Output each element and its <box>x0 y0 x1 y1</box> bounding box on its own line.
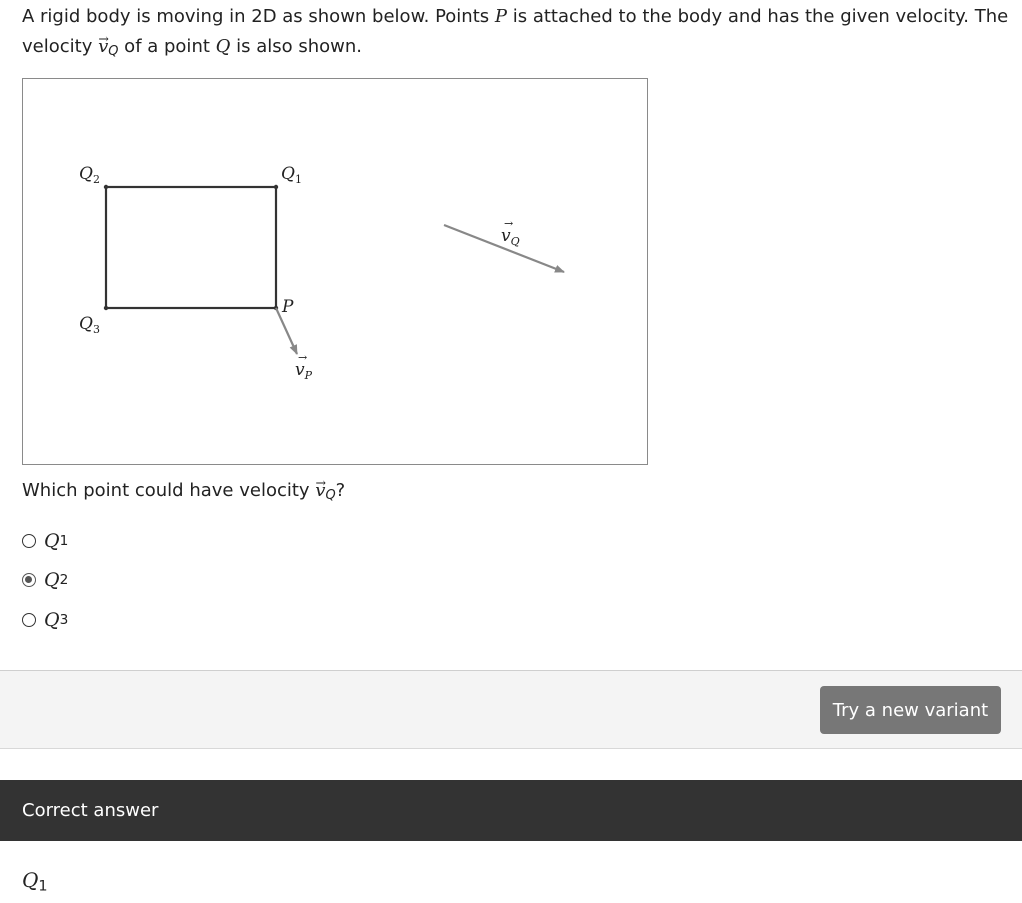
rigid-body-rectangle <box>106 187 276 308</box>
point-p-symbol: P <box>494 6 507 27</box>
label-q1: $Q_1$ <box>281 164 302 186</box>
question-vq-symbol: → v <box>315 476 325 506</box>
new-variant-button[interactable]: Try a new variant <box>820 686 1001 734</box>
corner-q2-dot <box>104 185 108 189</box>
point-q-symbol: Q <box>215 36 231 57</box>
question-vq-subscript: Q <box>325 488 336 504</box>
label-vp: $v_P$ <box>295 360 313 382</box>
corner-q1-dot <box>274 185 278 189</box>
radio-q2[interactable] <box>22 573 36 587</box>
option-q2[interactable]: Q 2 <box>22 567 68 593</box>
rigid-body-figure <box>22 78 648 465</box>
vq-symbol: → v <box>98 32 108 62</box>
label-p: P <box>282 297 294 317</box>
correct-answer-header: Correct answer <box>0 780 1022 841</box>
label-vq: $v_Q$ <box>501 226 520 248</box>
correct-answer-value: Q1 <box>22 868 48 895</box>
label-q2: $Q_2$ <box>79 164 100 186</box>
radio-q3[interactable] <box>22 613 36 627</box>
figure-canvas <box>23 79 647 464</box>
option-q3[interactable]: Q 3 <box>22 607 68 633</box>
vq-subscript: Q <box>108 44 119 60</box>
radio-q1[interactable] <box>22 534 36 548</box>
label-q3: $Q_3$ <box>79 314 100 336</box>
corner-q3-dot <box>104 306 108 310</box>
prompt-text-3: of a point <box>118 36 216 57</box>
prompt-text-1: A rigid body is moving in 2D as shown below. Points <box>22 6 495 27</box>
action-bar <box>0 670 1022 749</box>
label-vq-arrow: → <box>504 217 514 230</box>
question-prompt <box>22 2 1012 67</box>
option-q1[interactable]: Q 1 <box>22 528 68 554</box>
label-vp-arrow: → <box>298 351 308 364</box>
question-text: Which point could have velocity → $v_Q$? <box>22 476 345 511</box>
prompt-text-4: is also shown. <box>230 36 363 57</box>
prompt-text-2: is attached to the body and has the given velocity. The velocity <box>22 6 1009 57</box>
